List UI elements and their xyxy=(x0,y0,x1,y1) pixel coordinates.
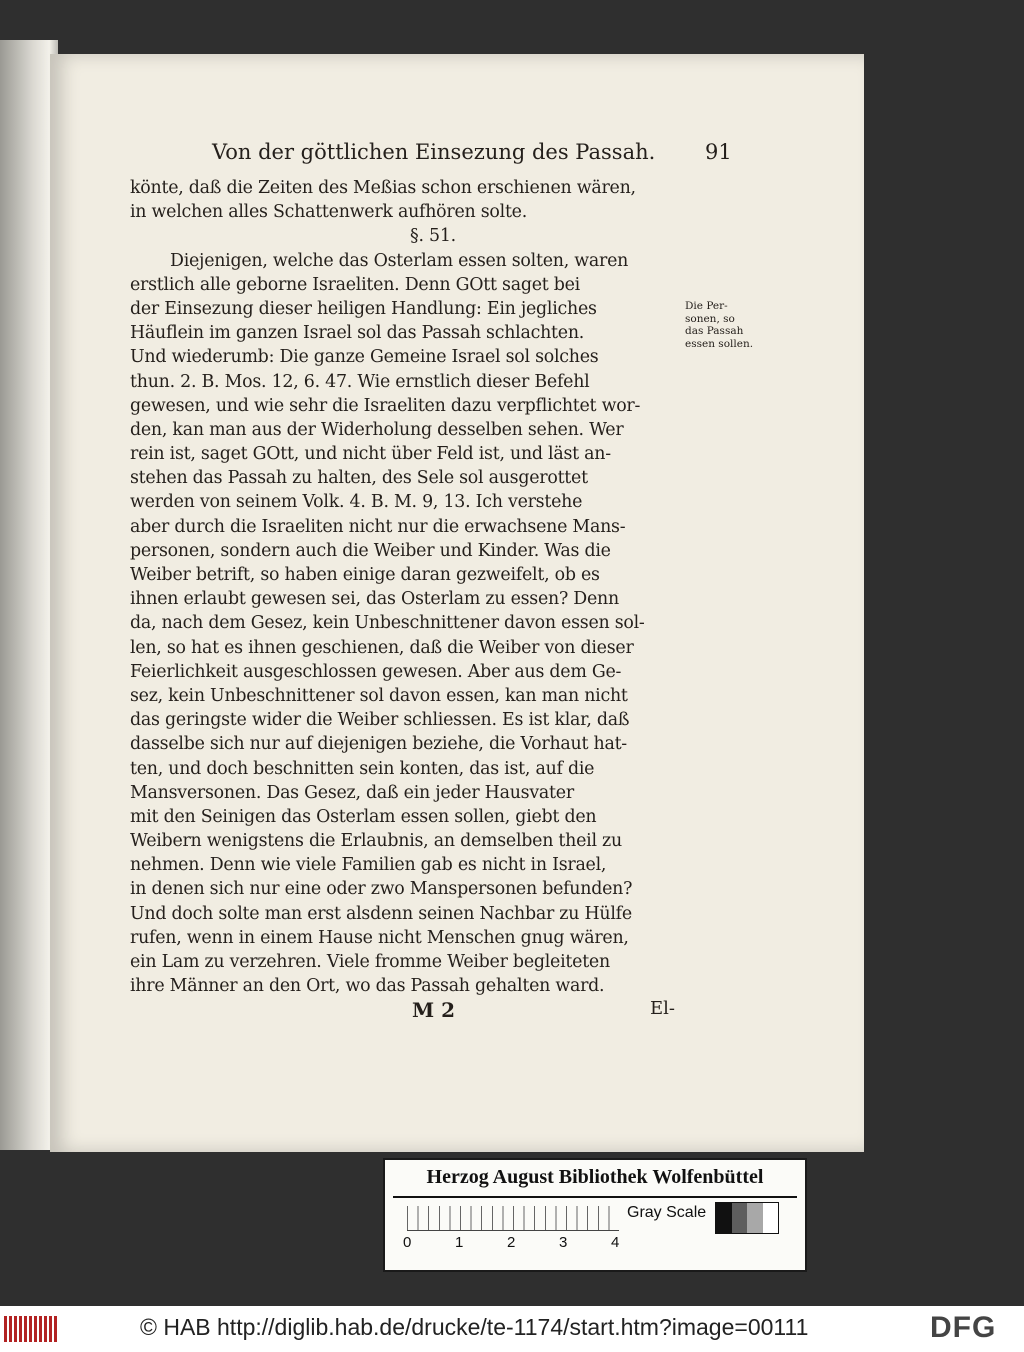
ruler-number: 4 xyxy=(611,1234,620,1251)
text-line: Feierlichkeit ausgeschlossen gewesen. Aber aus dem Ge- xyxy=(130,661,622,682)
text-line: in denen sich nur eine oder zwo Manspersonen befunden? xyxy=(130,879,633,900)
margin-note-line: Die Per- xyxy=(685,300,728,312)
text-line: rufen, wenn in einem Hause nicht Menschen gnug wären, xyxy=(130,927,629,948)
gray-step xyxy=(716,1203,732,1233)
gray-scale-label: Gray Scale xyxy=(627,1204,707,1221)
text-line: Weiber betrift, so haben einige daran gezweifelt, ob es xyxy=(130,565,600,585)
margin-note-line: das Passah xyxy=(685,325,744,337)
text-line: dasselbe sich nur auf diejenigen beziehe, die Vorhaut hat- xyxy=(130,734,627,755)
text-line: §. 51. xyxy=(410,226,456,247)
margin-note xyxy=(685,300,757,350)
text-line: stehen das Passah zu halten, des Sele sol ausgerottet xyxy=(130,468,588,489)
text-line: Mansversonen. Das Gesez, daß ein jeder Hausvater xyxy=(130,782,574,803)
margin-note-line: essen sollen. xyxy=(685,337,754,350)
text-line: nehmen. Denn wie viele Familien gab es nicht in Israel, xyxy=(130,855,607,876)
text-line: Diejenigen, welche das Osterlam essen solten, waren xyxy=(170,250,629,271)
text-line: personen, sondern auch die Weiber und Kinder. Was die xyxy=(130,540,611,561)
text-line: Und wiederumb: Die ganze Gemeine Israel sol solches xyxy=(130,347,599,368)
body-text xyxy=(130,176,736,998)
gray-step xyxy=(732,1203,748,1233)
text-line: Häuflein im ganzen Israel sol das Passah schlachten. xyxy=(130,323,585,344)
text-line: mit den Seinigen das Osterlam essen sollen, giebt den xyxy=(130,806,597,827)
text-line: rein ist, saget GOtt, und nicht über Feld ist, und läst an- xyxy=(130,444,611,465)
text-line: ihre Männer an den Ort, wo das Passah gehalten ward. xyxy=(130,976,605,997)
page-number: 91 xyxy=(705,140,732,164)
text-line: sez, kein Unbeschnittener sol davon essen, kan man nicht xyxy=(130,685,628,706)
ruler-number: 3 xyxy=(559,1234,568,1251)
text-line: erstlich alle geborne Israeliten. Denn GOtt saget bei xyxy=(130,274,580,295)
margin-note-line: sonen, so xyxy=(685,312,735,325)
text-line: den, kan man aus der Widerholung desselben sehen. Wer xyxy=(130,419,624,440)
text-line: ein Lam zu verzehren. Viele fromme Weiber begleiteten xyxy=(130,952,610,972)
label-divider xyxy=(393,1196,797,1198)
text-line: gewesen, und wie sehr die Israeliten dazu verpflichtet wor- xyxy=(130,395,641,416)
text-line: len, so hat es ihnen geschienen, daß die Weiber von dieser xyxy=(130,637,634,658)
hab-logo-icon xyxy=(4,1316,57,1342)
text-line: aber durch die Israeliten nicht nur die erwachsene Mans- xyxy=(130,516,626,537)
gray-step xyxy=(763,1203,779,1233)
ruler-number: 2 xyxy=(507,1234,516,1251)
text-line: da, nach dem Gesez, kein Unbeschnittener davon essen sol- xyxy=(130,613,645,634)
text-line: thun. 2. B. Mos. 12, 6. 47. Wie ernstlich dieser Befehl xyxy=(130,371,590,392)
dfg-logo-icon: DFG xyxy=(930,1311,997,1344)
footer-bar xyxy=(0,1306,1024,1352)
ruler-number: 1 xyxy=(455,1234,464,1251)
text-line: der Einsezung dieser heiligen Handlung: Ein jegliches xyxy=(130,298,597,319)
running-head: Von der göttlichen Einsezung des Passah. xyxy=(212,140,656,164)
text-line: Und doch solte man erst alsdenn seinen Nachbar zu Hülfe xyxy=(130,903,632,924)
library-label-card xyxy=(383,1158,807,1272)
ruler-number: 0 xyxy=(403,1234,412,1251)
gray-step xyxy=(747,1203,763,1233)
signature-mark: M 2 xyxy=(412,998,456,1022)
text-line: das geringste wider die Weiber schliessen. Es ist klar, daß xyxy=(130,710,630,731)
text-line: werden von seinem Volk. 4. B. M. 9, 13. Ich verstehe xyxy=(130,492,583,513)
text-line: könte, daß die Zeiten des Meßias schon erschienen wären, xyxy=(130,178,636,198)
library-name: Herzog August Bibliothek Wolfenbüttel xyxy=(426,1166,764,1188)
footer-url[interactable]: © HAB http://diglib.hab.de/drucke/te-1174/start.htm?image=00111 xyxy=(140,1314,809,1340)
text-line: ten, und doch beschnitten sein konten, das ist, auf die xyxy=(130,758,595,779)
text-line: ihnen erlaubt gewesen sei, das Osterlam zu essen? Denn xyxy=(130,589,619,610)
gray-scale-chart xyxy=(715,1202,779,1234)
text-line: in welchen alles Schattenwerk aufhören solte. xyxy=(130,202,527,223)
scale-ruler xyxy=(407,1206,619,1231)
text-line: Weibern wenigstens die Erlaubnis, an demselben theil zu xyxy=(130,831,622,852)
book-page xyxy=(50,54,864,1152)
catchword: El- xyxy=(650,998,675,1019)
